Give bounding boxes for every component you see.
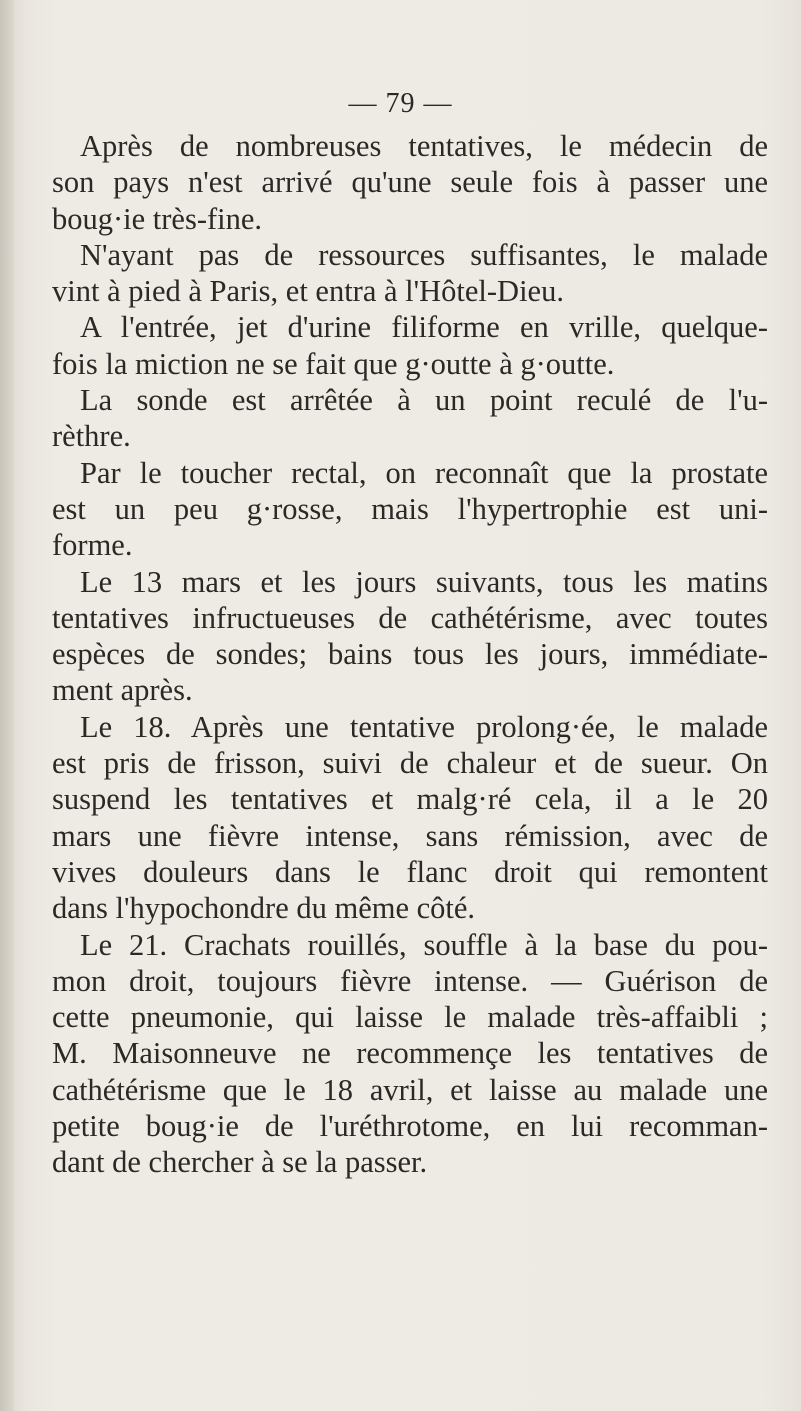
text-line: fois la miction ne se fait que g·outte à g·outte. [52, 346, 615, 381]
text-line: est pris de frisson, suivi de chaleur et de sueur. On [52, 746, 768, 781]
page-number: — 79 — [348, 88, 453, 119]
text-line: rèthre. [52, 419, 131, 454]
text-line: suspend les tentatives et malg·ré cela, il a le 20 [52, 782, 768, 817]
text-line: Par le toucher rectal, on reconnaît que la prostate [80, 455, 768, 490]
text-line: dant de chercher à se la passer. [52, 1145, 428, 1180]
text-line: cette pneumonie, qui laisse le malade très-affaibli ; [52, 1000, 768, 1035]
paragraph [52, 309, 768, 382]
text-line: A l'entrée, jet d'urine filiforme en vrille, quelque- [80, 310, 768, 345]
text-line: Le 21. Crachats rouillés, souffle à la base du pou- [80, 927, 768, 962]
paragraph [52, 564, 768, 709]
text-line: N'ayant pas de ressources suffisantes, le malade [80, 237, 768, 272]
text-line: cathétérisme que le 18 avril, et laisse au malade une [52, 1072, 768, 1107]
text-line: son pays n'est arrivé qu'une seule fois à passer une [52, 165, 768, 200]
text-line: Après de nombreuses tentatives, le médecin de [80, 129, 768, 163]
text-line: est un peu g·rosse, mais l'hypertrophie est uni- [52, 491, 768, 526]
text-line: petite boug·ie de l'uréthrotome, en lui recomman- [52, 1109, 768, 1144]
text-line: mon droit, toujours fièvre intense. — Guérison de [52, 963, 768, 998]
text-line: M. Maisonneuve ne recommençe les tentatives de [52, 1036, 768, 1071]
text-line: La sonde est arrêtée à un point reculé de l'u- [80, 383, 768, 418]
text-line: Le 13 mars et les jours suivants, tous les matins [80, 564, 768, 599]
paragraph [52, 237, 768, 310]
text-line: espèces de sondes; bains tous les jours, immédiate- [52, 637, 768, 672]
paragraph [52, 128, 768, 237]
text-line: vint à pied à Paris, et entra à l'Hôtel-Dieu. [52, 274, 564, 309]
text-line: dans l'hypochondre du même côté. [52, 891, 476, 926]
text-line: Le 18. Après une tentative prolong·ée, le malade [80, 709, 768, 744]
text-line: mars une fièvre intense, sans rémission, avec de [52, 818, 768, 853]
body-text [52, 128, 768, 1181]
paragraph [52, 927, 768, 1181]
page-spine-shadow [0, 0, 14, 1411]
paragraph [52, 382, 768, 455]
paragraph [52, 709, 768, 927]
paragraph [52, 455, 768, 564]
text-line: tentatives infructueuses de cathétérisme, avec toutes [52, 600, 768, 635]
text-line: boug·ie très-fine. [52, 201, 263, 236]
text-line: ment après. [52, 673, 193, 708]
text-line: forme. [52, 528, 133, 563]
text-line: vives douleurs dans le flanc droit qui remontent [52, 854, 768, 889]
